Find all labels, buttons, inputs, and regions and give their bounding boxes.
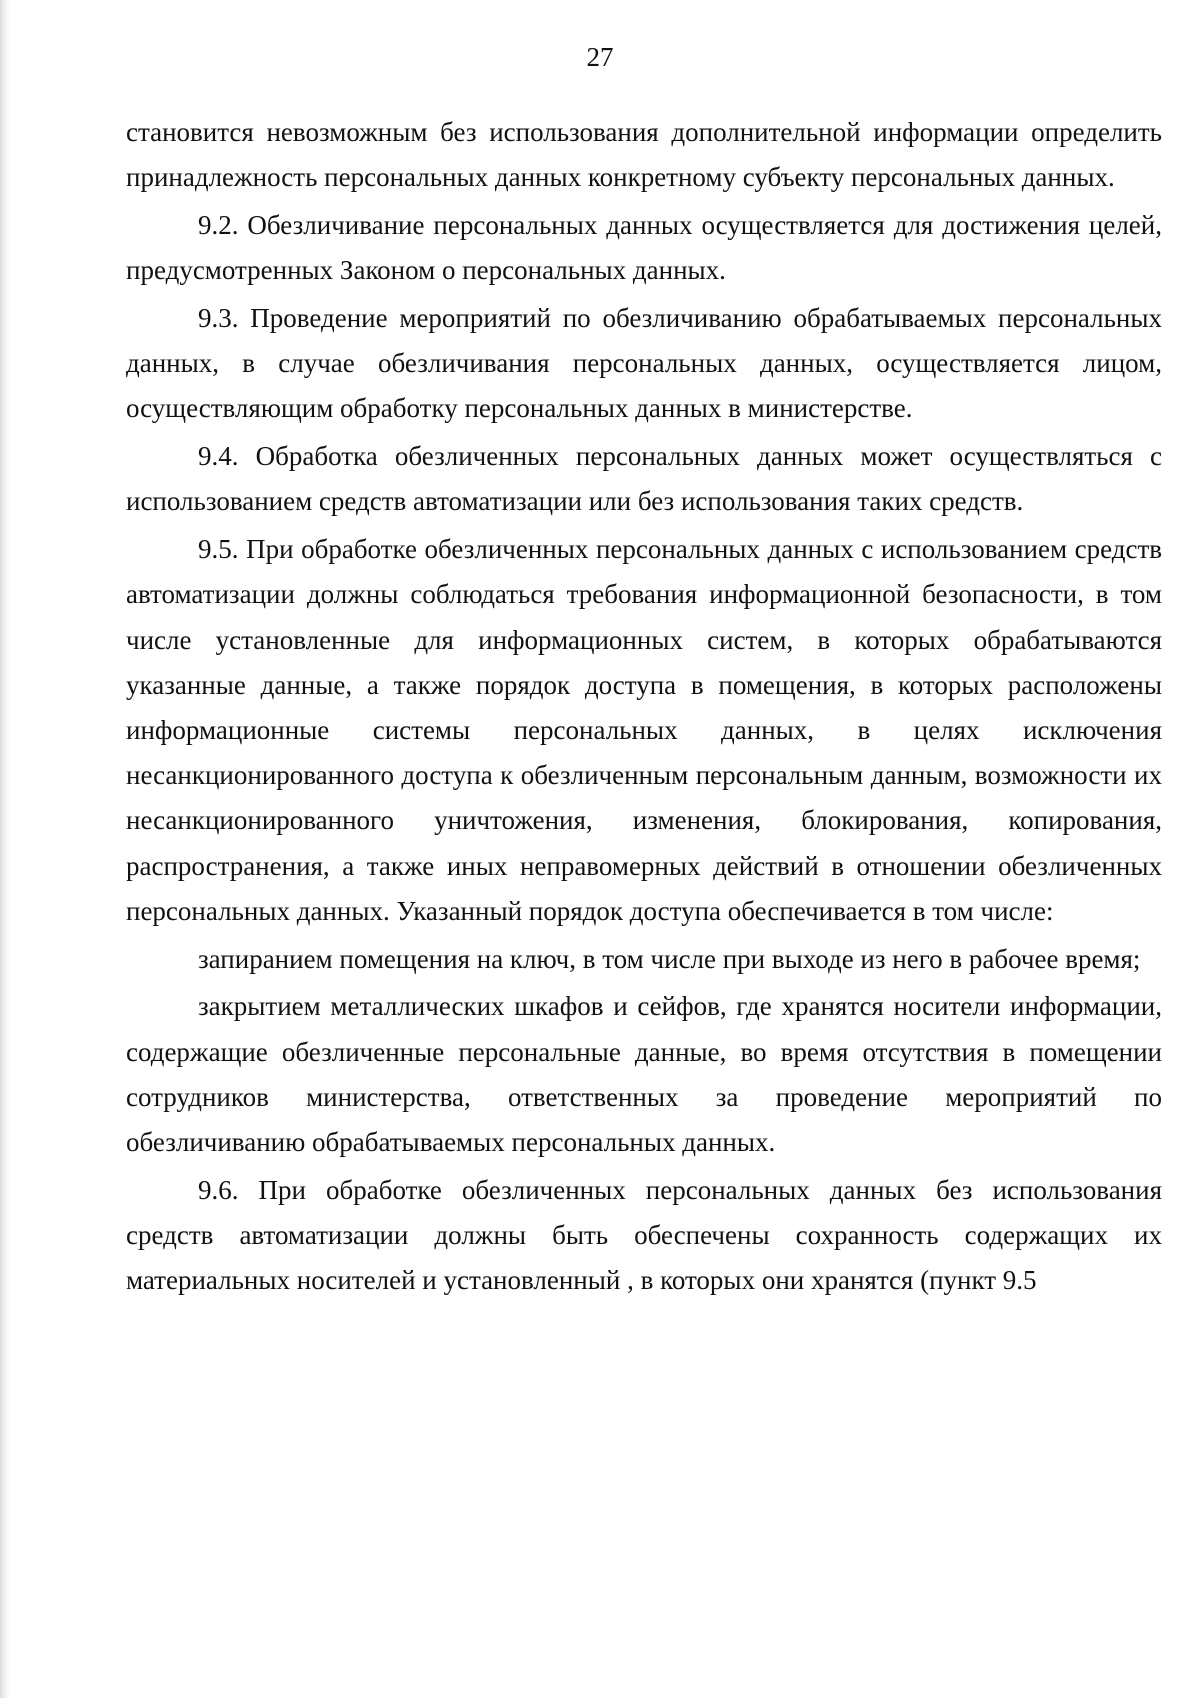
paragraph-9-5: 9.5. При обработке обезличенных персональных данных с использованием средств автоматизации должны соблюдаться требования информационной безопасности, в том числе установленные для информационных систем, в которых обрабатываются указанные данные, а также порядок доступа в помещения, в которых расположены информационные системы персональных данных, в целях исключения несанкционированного доступа к обезличенным персональным данным, возможности их несанкционированного уничтожения, изменения, блокирования, копирования, распространения, а также иных неправомерных действий в отношении обезличенных персональных данных. Указанный порядок доступа обеспечивается в том числе:: [126, 534, 1162, 926]
paragraph-continuation: становится невозможным без использования дополнительной информации определить принадлежность персональных данных конкретному субъекту персональных данных.: [126, 117, 1162, 193]
document-body: [126, 110, 1162, 1306]
page-number: 27: [586, 42, 614, 72]
scan-edge: [0, 0, 10, 1698]
paragraph-9-4: 9.4. Обработка обезличенных персональных данных может осуществляться с использованием средств автоматизации или без использования таких средств.: [126, 441, 1162, 517]
paragraph-9-2: 9.2. Обезличивание персональных данных осуществляется для достижения целей, предусмотренных Законом о персональных данных.: [126, 210, 1162, 286]
list-item-closing-cabinets: закрытием металлических шкафов и сейфов, где хранятся носители информации, содержащие обезличенные персональные данные, во время отсутствия в помещении сотрудников министерства, ответственных за проведение мероприятий по обезличиванию обрабатываемых персональных данных.: [126, 991, 1162, 1158]
list-item-locking-room: запиранием помещения на ключ, в том числе при выходе из него в рабочее время;: [198, 943, 1141, 974]
paragraph-9-6: 9.6. При обработке обезличенных персональных данных без использования средств автоматизации должны быть обеспечены сохранность содержащих их материальных носителей и установленный , в которых они хранятся (пункт 9.5: [126, 1174, 1162, 1296]
paragraph-9-3: 9.3. Проведение мероприятий по обезличиванию обрабатываемых персональных данных, в случае обезличивания персональных данных, осуществляется лицом, осуществляющим обработку персональных данных в министерстве.: [126, 303, 1162, 424]
